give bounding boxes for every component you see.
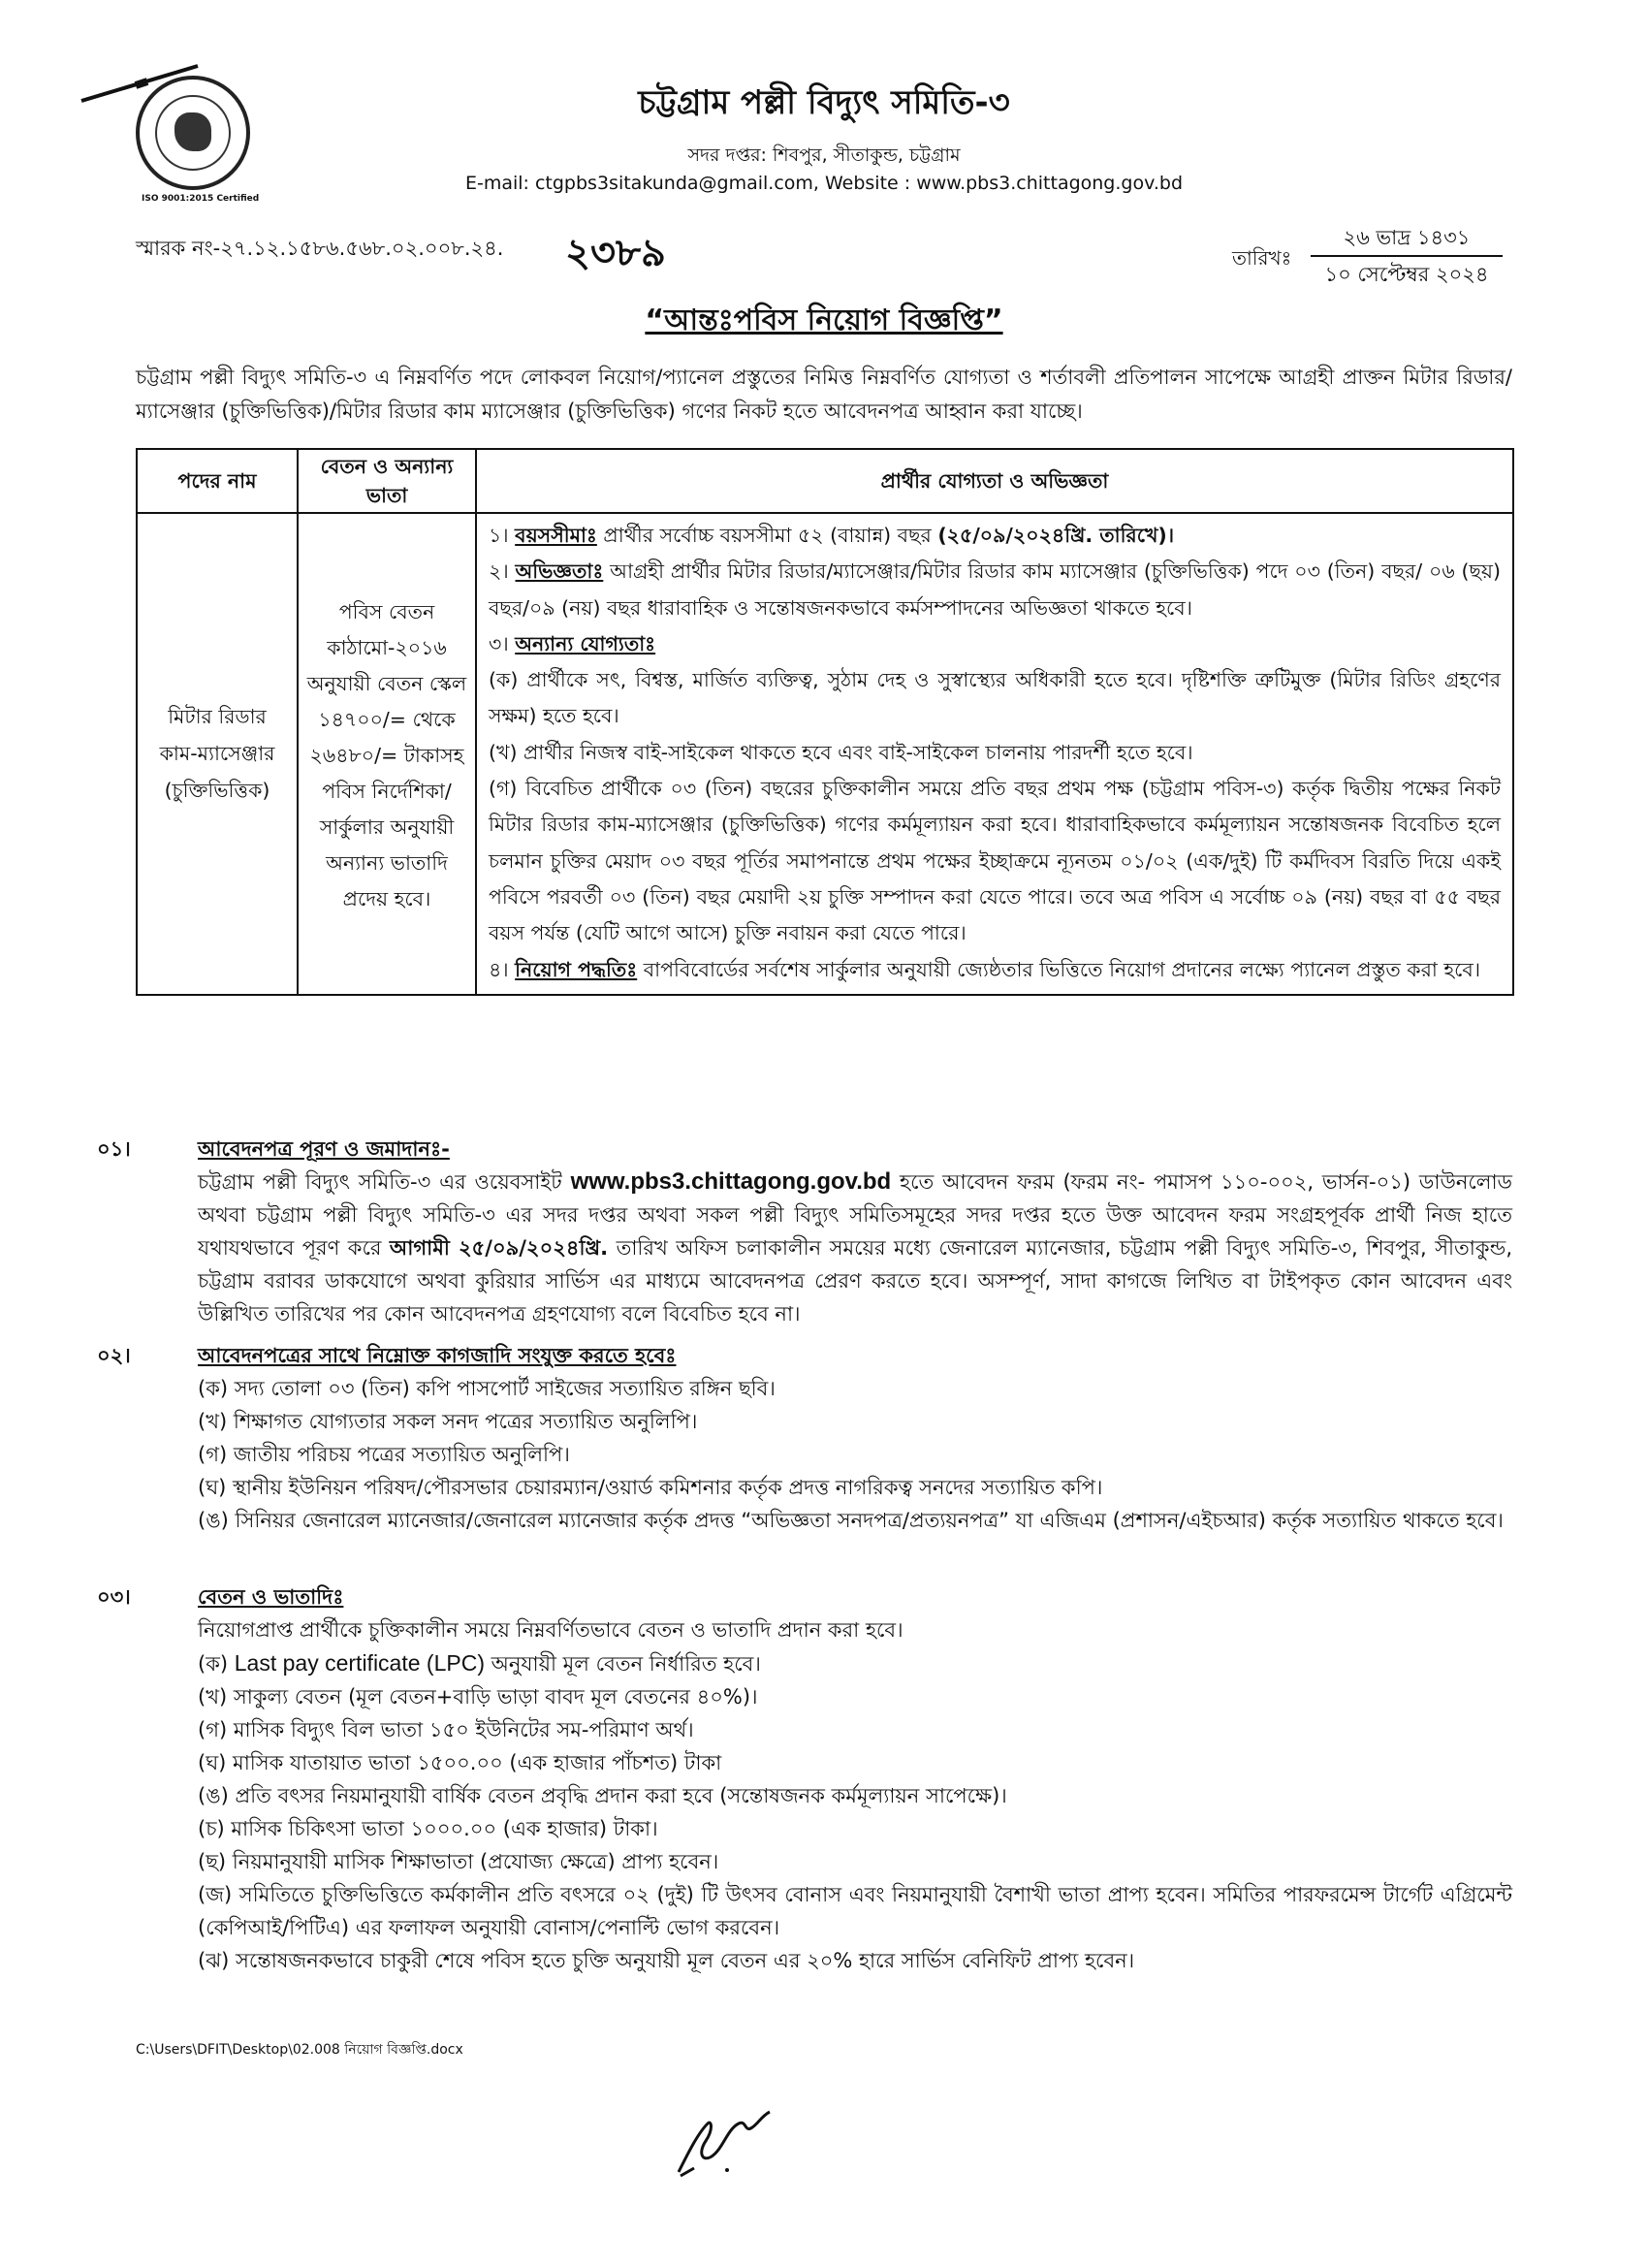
section-heading: আবেদনপত্রের সাথে নিম্নোক্ত কাগজাদি সংযুক্ত করতে হবেঃ (198, 1344, 677, 1367)
memo-handwritten-number: ২৩৮৯ (565, 230, 666, 275)
date-gregorian: ১০ সেপ্টেম্বর ২০২৪ (1324, 263, 1489, 286)
text-part: (ক) (198, 1652, 235, 1676)
qualification-experience (489, 554, 1501, 626)
header-salary: বেতন ও অন্যান্য ভাতা (298, 449, 476, 513)
deadline-date: আগামী ২৫/০৯/২০২৪খ্রি. (389, 1236, 609, 1260)
file-path: C:\Users\DFIT\Desktop\02.008 নিয়োগ বিজ্ঞপ্তি.docx (136, 2042, 463, 2058)
age-text: প্রার্থীর সর্বোচ্চ বয়সসীমা ৫২ (বায়ান্ন) বছর (596, 524, 938, 547)
header-qualification: প্রার্থীর যোগ্যতা ও অভিজ্ঞতা (476, 449, 1513, 513)
section-heading: আবেদনপত্র পূরণ ও জমাদানঃ- (198, 1137, 450, 1161)
organization-name: চট্টগ্রাম পল্লী বিদ্যুৎ সমিতি-৩ (638, 83, 1010, 122)
website-link[interactable]: www.pbs3.chittagong.gov.bd (570, 1168, 892, 1195)
experience-label: অভিজ্ঞতাঃ (515, 559, 604, 584)
text-part: অনুযায়ী মূল বেতন নির্ধারিত হবে। (484, 1652, 761, 1676)
table-header-row (137, 449, 1513, 513)
lpc-text: Last pay certificate (LPC) (234, 1650, 485, 1676)
section-number: ০৩। (97, 1585, 131, 1609)
list-item: (ঙ) প্রতি বৎসর নিয়মানুযায়ী বার্ষিক বেতন প্রবৃদ্ধি প্রদান করা হবে (সন্তোষজনক কর্মমূল্যায়ন সাপেক্ষে)। (198, 1784, 1007, 1807)
date-label: তারিখঃ (1232, 246, 1292, 270)
item-number: ৩। (489, 631, 509, 655)
other-item-a: (ক) প্রার্থীকে সৎ, বিশ্বস্ত, মার্জিত ব্যক্তিত্ব, সুঠাম দেহ ও সুস্বাস্থ্যের অধিকারী হতে হবে। দৃষ্টিশক্তি ত্রুটিমুক্ত (মিটার রিডিং গ্রহণের সক্ষম) হতে হবে। (489, 668, 1501, 728)
salary-line: পবিস নির্দেশিকা/ (322, 780, 452, 804)
salary-line: কাঠামো-২০১৬ (327, 636, 447, 660)
organization-address: সদর দপ্তর: শিবপুর, সীতাকুন্ড, চট্টগ্রাম (687, 144, 961, 166)
notice-title-text: “আন্তঃপবিস নিয়োগ বিজ্ঞপ্তি” (645, 303, 1003, 337)
other-item-c: (গ) বিবেচিত প্রার্থীকে ০৩ (তিন) বছরের চুক্তিকালীন সময়ে প্রতি বছর প্রথম পক্ষ (চট্টগ্রাম পবিস-৩) কর্তৃক দ্বিতীয় পক্ষের নিকট মিটার রিডার কাম-ম্যাসেঞ্জার (চুক্তিভিত্তিক) গণের কর্মমূল্যায়ন করা হবে। ধারাবাহিকভাবে কর্মমূল্যায়ন সন্তোষজনক বিবেচিত হলে চলমান চুক্তির মেয়াদ ০৩ বছর পূর্তির সমাপনান্তে প্রথম পক্ষের ইচ্ছাক্রমে ন্যূনতম ০১/০২ (এক/দুই) টি কর্মদিবস বিরতি দিয়ে একই পবিসে পরবর্তী ০৩ (তিন) বছর মেয়াদী ২য় চুক্তি সম্পাদন করা যেতে পারে। তবে অত্র পবিস এ সর্বোচ্চ ০৯ (নয়) বছর বা ৫৫ বছর বয়স পর্যন্ত (যেটি আগে আসে) চুক্তি নবায়ন করা যেতে পারে। (489, 777, 1501, 945)
list-item: (খ) সাকুল্য বেতন (মূল বেতন+বাড়ি ভাড়া বাবদ মূল বেতনের ৪০%)। (198, 1685, 758, 1709)
salary-line: পবিস বেতন (338, 600, 435, 624)
table-row (137, 513, 1513, 995)
other-item-b: (খ) প্রার্থীর নিজস্ব বাই-সাইকেল থাকতে হবে এবং বাই-সাইকেল চালনায় পারদর্শী হতে হবে। (489, 740, 1193, 764)
text-part: হতে আবেদন ফরম (ফরম নং- পমাসপ ১১০-০০২, ভার্সন-০১) ডাউনলোড অথবা চট্টগ্রাম পল্লী বিদ্যুৎ সমিতি-৩ এর সদর দপ্তর অথবা সকল পল্লী বিদ্যুৎ সমিতিসমূহের সদর দপ্তর হতে উক্ত আবেদন ফরম সংগ্রহপূর্বক প্রার্থী নিজ হাতে যথাযথভাবে পূরণ করে (198, 1170, 1512, 1260)
list-item: (চ) মাসিক চিকিৎসা ভাতা ১০০০.০০ (এক হাজার) টাকা। (198, 1817, 658, 1840)
date-block (1311, 221, 1503, 291)
list-item: (ঙ) সিনিয়র জেনারেল ম্যানেজার/জেনারেল ম্যানেজার কর্তৃক প্রদত্ত “অভিজ্ঞতা সনদপত্র/প্রত্যয়নপত্র” যা এজিএম (প্রশাসন/এইচআর) কর্তৃক সত্যায়িত থাকতে হবে। (198, 1509, 1504, 1532)
date-bangla: ২৬ ভাদ্র ১৪৩১ (1343, 226, 1471, 249)
post-name-line: (চুক্তিভিত্তিক) (164, 779, 270, 803)
item-number: ১। (489, 524, 509, 547)
section-application-submission (97, 1133, 1512, 1330)
organization-contact: E-mail: ctgpbs3sitakunda@gmail.com, Website : www.pbs3.chittagong.gov.bd (464, 173, 1184, 194)
list-item: (গ) মাসিক বিদ্যুৎ বিল ভাতা ১৫০ ইউনিটের সম-পরিমাণ অর্থ। (198, 1718, 694, 1741)
item-number: ৪। (489, 957, 509, 981)
salary-cell (298, 513, 476, 995)
qualification-recruitment-method (489, 952, 1501, 988)
list-item: (জ) সমিতিতে চুক্তিভিত্তিতে কর্মকালীন প্রতি বৎসরে ০২ (দুই) টি উৎসব বোনাস এবং নিয়মানুযায়ী বৈশাখী ভাতা প্রাপ্য হবেন। সমিতির পারফরমেন্স টার্গেট এগ্রিমেন্ট (কেপিআই/পিটিএ) এর ফলাফল অনুযায়ী বোনাস/পেনাল্টি ভোগ করবেন। (198, 1883, 1512, 1939)
intro-paragraph: চট্টগ্রাম পল্লী বিদ্যুৎ সমিতি-৩ এ নিম্নবর্ণিত পদে লোকবল নিয়োগ/প্যানেল প্রস্তুতের নিমিত্ত নিম্নবর্ণিত যোগ্যতা ও শর্তাবলী প্রতিপালন সাপেক্ষে আগ্রহী প্রাক্তন মিটার রিডার/ম্যাসেঞ্জার (চুক্তিভিত্তিক)/মিটার রিডার কাম ম্যাসেঞ্জার (চুক্তিভিত্তিক) গণের নিকট হতে আবেদনপত্র আহ্বান করা যাচ্ছে। (136, 366, 1512, 423)
list-item: (ঘ) স্থানীয় ইউনিয়ন পরিষদ/পৌরসভার চেয়ারম্যান/ওয়ার্ড কমিশনার কর্তৃক প্রদত্ত নাগরিকত্ব সনদের সত্যায়িত কপি। (198, 1476, 1103, 1499)
post-name-cell (137, 513, 298, 995)
experience-text: আগ্রহী প্রার্থীর মিটার রিডার/ম্যাসেঞ্জার/মিটার রিডার কাম ম্যাসেঞ্জার (চুক্তিভিত্তিক) পদে ০৩ (তিন) বছর/ ০৬ (ছয়) বছর/০৯ (নয়) বছর ধারাবাহিক ও সন্তোষজনকভাবে কর্মসম্পাদনের অভিজ্ঞতা থাকতে হবে। (489, 559, 1501, 620)
section-heading: বেতন ও ভাতাদিঃ (198, 1585, 344, 1609)
iso-certification-label: ISO 9001:2015 Certified (142, 194, 260, 204)
requirements-table (136, 448, 1514, 996)
signature-icon (669, 2094, 785, 2182)
salary-line: অন্যান্য ভাতাদি (326, 851, 448, 876)
list-item: (ঝ) সন্তোষজনকভাবে চাকুরী শেষে পবিস হতে চুক্তি অনুযায়ী মূল বেতন এর ২০% হারে সার্ভিস বেনিফিট প্রাপ্য হবেন। (198, 1949, 1135, 1972)
list-item: (খ) শিক্ষাগত যোগ্যতার সকল সনদ পত্রের সত্যায়িত অনুলিপি। (198, 1410, 698, 1433)
text-part: চট্টগ্রাম পল্লী বিদ্যুৎ সমিতি-৩ এর ওয়েবসাইট (198, 1170, 571, 1194)
list-item: (ছ) নিয়মানুযায়ী মাসিক শিক্ষাভাতা (প্রযোজ্য ক্ষেত্রে) প্রাপ্য হবেন। (198, 1850, 719, 1873)
qualification-cell (476, 513, 1513, 995)
list-item: (ক) সদ্য তোলা ০৩ (তিন) কপি পাসপোর্ট সাইজের সত্যায়িত রঙ্গিন ছবি। (198, 1377, 776, 1400)
age-label: বয়সসীমাঃ (515, 524, 597, 547)
salary-line: সার্কুলার অনুযায়ী (319, 815, 455, 840)
section-paragraph (198, 1166, 1512, 1330)
section-number: ০১। (97, 1137, 131, 1161)
qualification-other (489, 626, 1501, 662)
method-text: বাপবিবোর্ডের সর্বশেষ সার্কুলার অনুযায়ী জ্যেষ্ঠতার ভিত্তিতে নিয়োগ প্রদানের লক্ষ্যে প্যানেল প্রস্তুত করা হবে। (637, 957, 1481, 981)
section-salary-allowances (97, 1581, 1512, 1977)
item-number: ২। (489, 559, 509, 584)
salary-line: ১৪৭০০/= থেকে (318, 708, 456, 732)
memo-number: স্মারক নং-২৭.১২.১৫৮৬.৫৬৮.০২.০০৮.২৪. (136, 237, 504, 260)
header-post-name: পদের নাম (137, 449, 298, 513)
other-label: অন্যান্য যোগ্যতাঃ (515, 631, 656, 655)
qualification-age (489, 518, 1501, 554)
post-name-line: কাম-ম্যাসেঞ্জার (159, 742, 275, 766)
notice-title (0, 297, 1648, 346)
salary-line: ২৬৪৮০/= টাকাসহ (309, 744, 464, 768)
age-date: (২৫/০৯/২০২৪খ্রি. তারিখে)। (937, 524, 1175, 547)
method-label: নিয়োগ পদ্ধতিঃ (515, 957, 638, 981)
post-name-line: মিটার রিডার (168, 705, 267, 729)
salary-line: অনুযায়ী বেতন স্কেল (306, 672, 467, 696)
text-part: তারিখ অফিস চলাকালীন সময়ের মধ্যে জেনারেল ম্যানেজার, চট্টগ্রাম পল্লী বিদ্যুৎ সমিতি-৩, শিবপুর, সীতাকুন্ড, চট্টগ্রাম বরাবর ডাকযোগে অথবা কুরিয়ার সার্ভিস এর মাধ্যমে আবেদনপত্র প্রেরণ করতে হবে। অসম্পূর্ণ, সাদা কাগজে লিখিত বা টাইপকৃত কোন আবেদন এবং উল্লিখিত তারিখের পর কোন আবেদনপত্র গ্রহণযোগ্য বলে বিবেচিত হবে না। (198, 1236, 1513, 1326)
section-number: ০২। (97, 1344, 131, 1367)
list-item (198, 1646, 1512, 1680)
list-item: (গ) জাতীয় পরিচয় পত্রের সত্যায়িত অনুলিপি। (198, 1443, 570, 1466)
list-item: (ঘ) মাসিক যাতায়াত ভাতা ১৫০০.০০ (এক হাজার পাঁচশত) টাকা (198, 1751, 722, 1774)
salary-line: প্রদেয় হবে। (342, 887, 431, 911)
section-required-documents (97, 1339, 1512, 1537)
section-paragraph: নিয়োগপ্রাপ্ত প্রার্থীকে চুক্তিকালীন সময়ে নিম্নবর্ণিতভাবে বেতন ও ভাতাদি প্রদান করা হবে। (198, 1618, 903, 1642)
